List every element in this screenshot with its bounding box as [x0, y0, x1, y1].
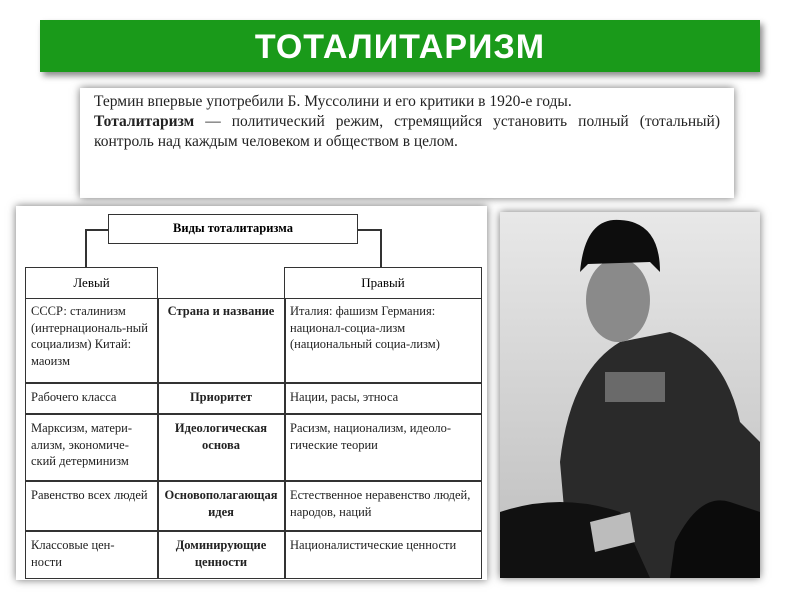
table-heading-box: [108, 214, 358, 244]
table-cell-right: Италия: фашизм Германия: национал-социа-лизм (национальный социа-лизм): [290, 304, 440, 351]
right-header: Правый: [284, 267, 482, 299]
mussolini-photo: [500, 212, 760, 578]
connector: [85, 229, 109, 231]
definition-term: Тоталитаризм: [94, 113, 195, 130]
table-cell-criterion: Основополагающая идея: [164, 488, 278, 519]
table-cell-left: Марксизм, матери-ализм, экономиче-ский детерминизм: [31, 421, 132, 468]
row-divider: [25, 480, 482, 482]
table-cell-right: Нации, расы, этноса: [290, 390, 399, 404]
table-cell-right: Расизм, национализм, идеоло-гические теории: [290, 421, 452, 452]
table-cell-left: СССР: сталинизм (интернациональ-ный социализм) Китай: маоизм: [31, 304, 148, 368]
connector: [85, 229, 87, 267]
definition-text: — политический режим, стремящийся установить полный (тотальный) контроль над каждым человеком и обществом в целом.: [94, 113, 720, 150]
types-table-panel: [16, 206, 487, 580]
connector: [380, 229, 382, 267]
portrait-image: [500, 212, 760, 578]
table-cell-criterion: Приоритет: [189, 390, 253, 404]
row-divider: [25, 530, 482, 532]
table-cell-left: Равенство всех людей: [31, 488, 148, 502]
table-cell-right: Националистические ценности: [290, 538, 457, 552]
table-cell-criterion: Страна и название: [167, 304, 275, 318]
table-cell-left: Рабочего класса: [31, 390, 117, 404]
table-cell-criterion: Доминирующие ценности: [175, 538, 267, 569]
definition-intro: Термин впервые употребили Б. Муссолини и его критики в 1920-е годы.: [94, 93, 572, 110]
connector: [357, 229, 381, 231]
left-header: Левый: [25, 267, 158, 299]
row-divider: [25, 382, 482, 384]
table-cell-right: Естественное неравенство людей, народов, наций: [290, 488, 471, 519]
table-cell-left: Классовые цен-ности: [31, 538, 115, 569]
row-divider: [25, 413, 482, 415]
table-cell-criterion: Идеологическая основа: [174, 421, 268, 452]
slide-title: ТОТАЛИТАРИЗМ: [40, 20, 760, 72]
table-heading: Виды тоталитаризма: [173, 221, 293, 235]
definition-block: [80, 88, 734, 198]
